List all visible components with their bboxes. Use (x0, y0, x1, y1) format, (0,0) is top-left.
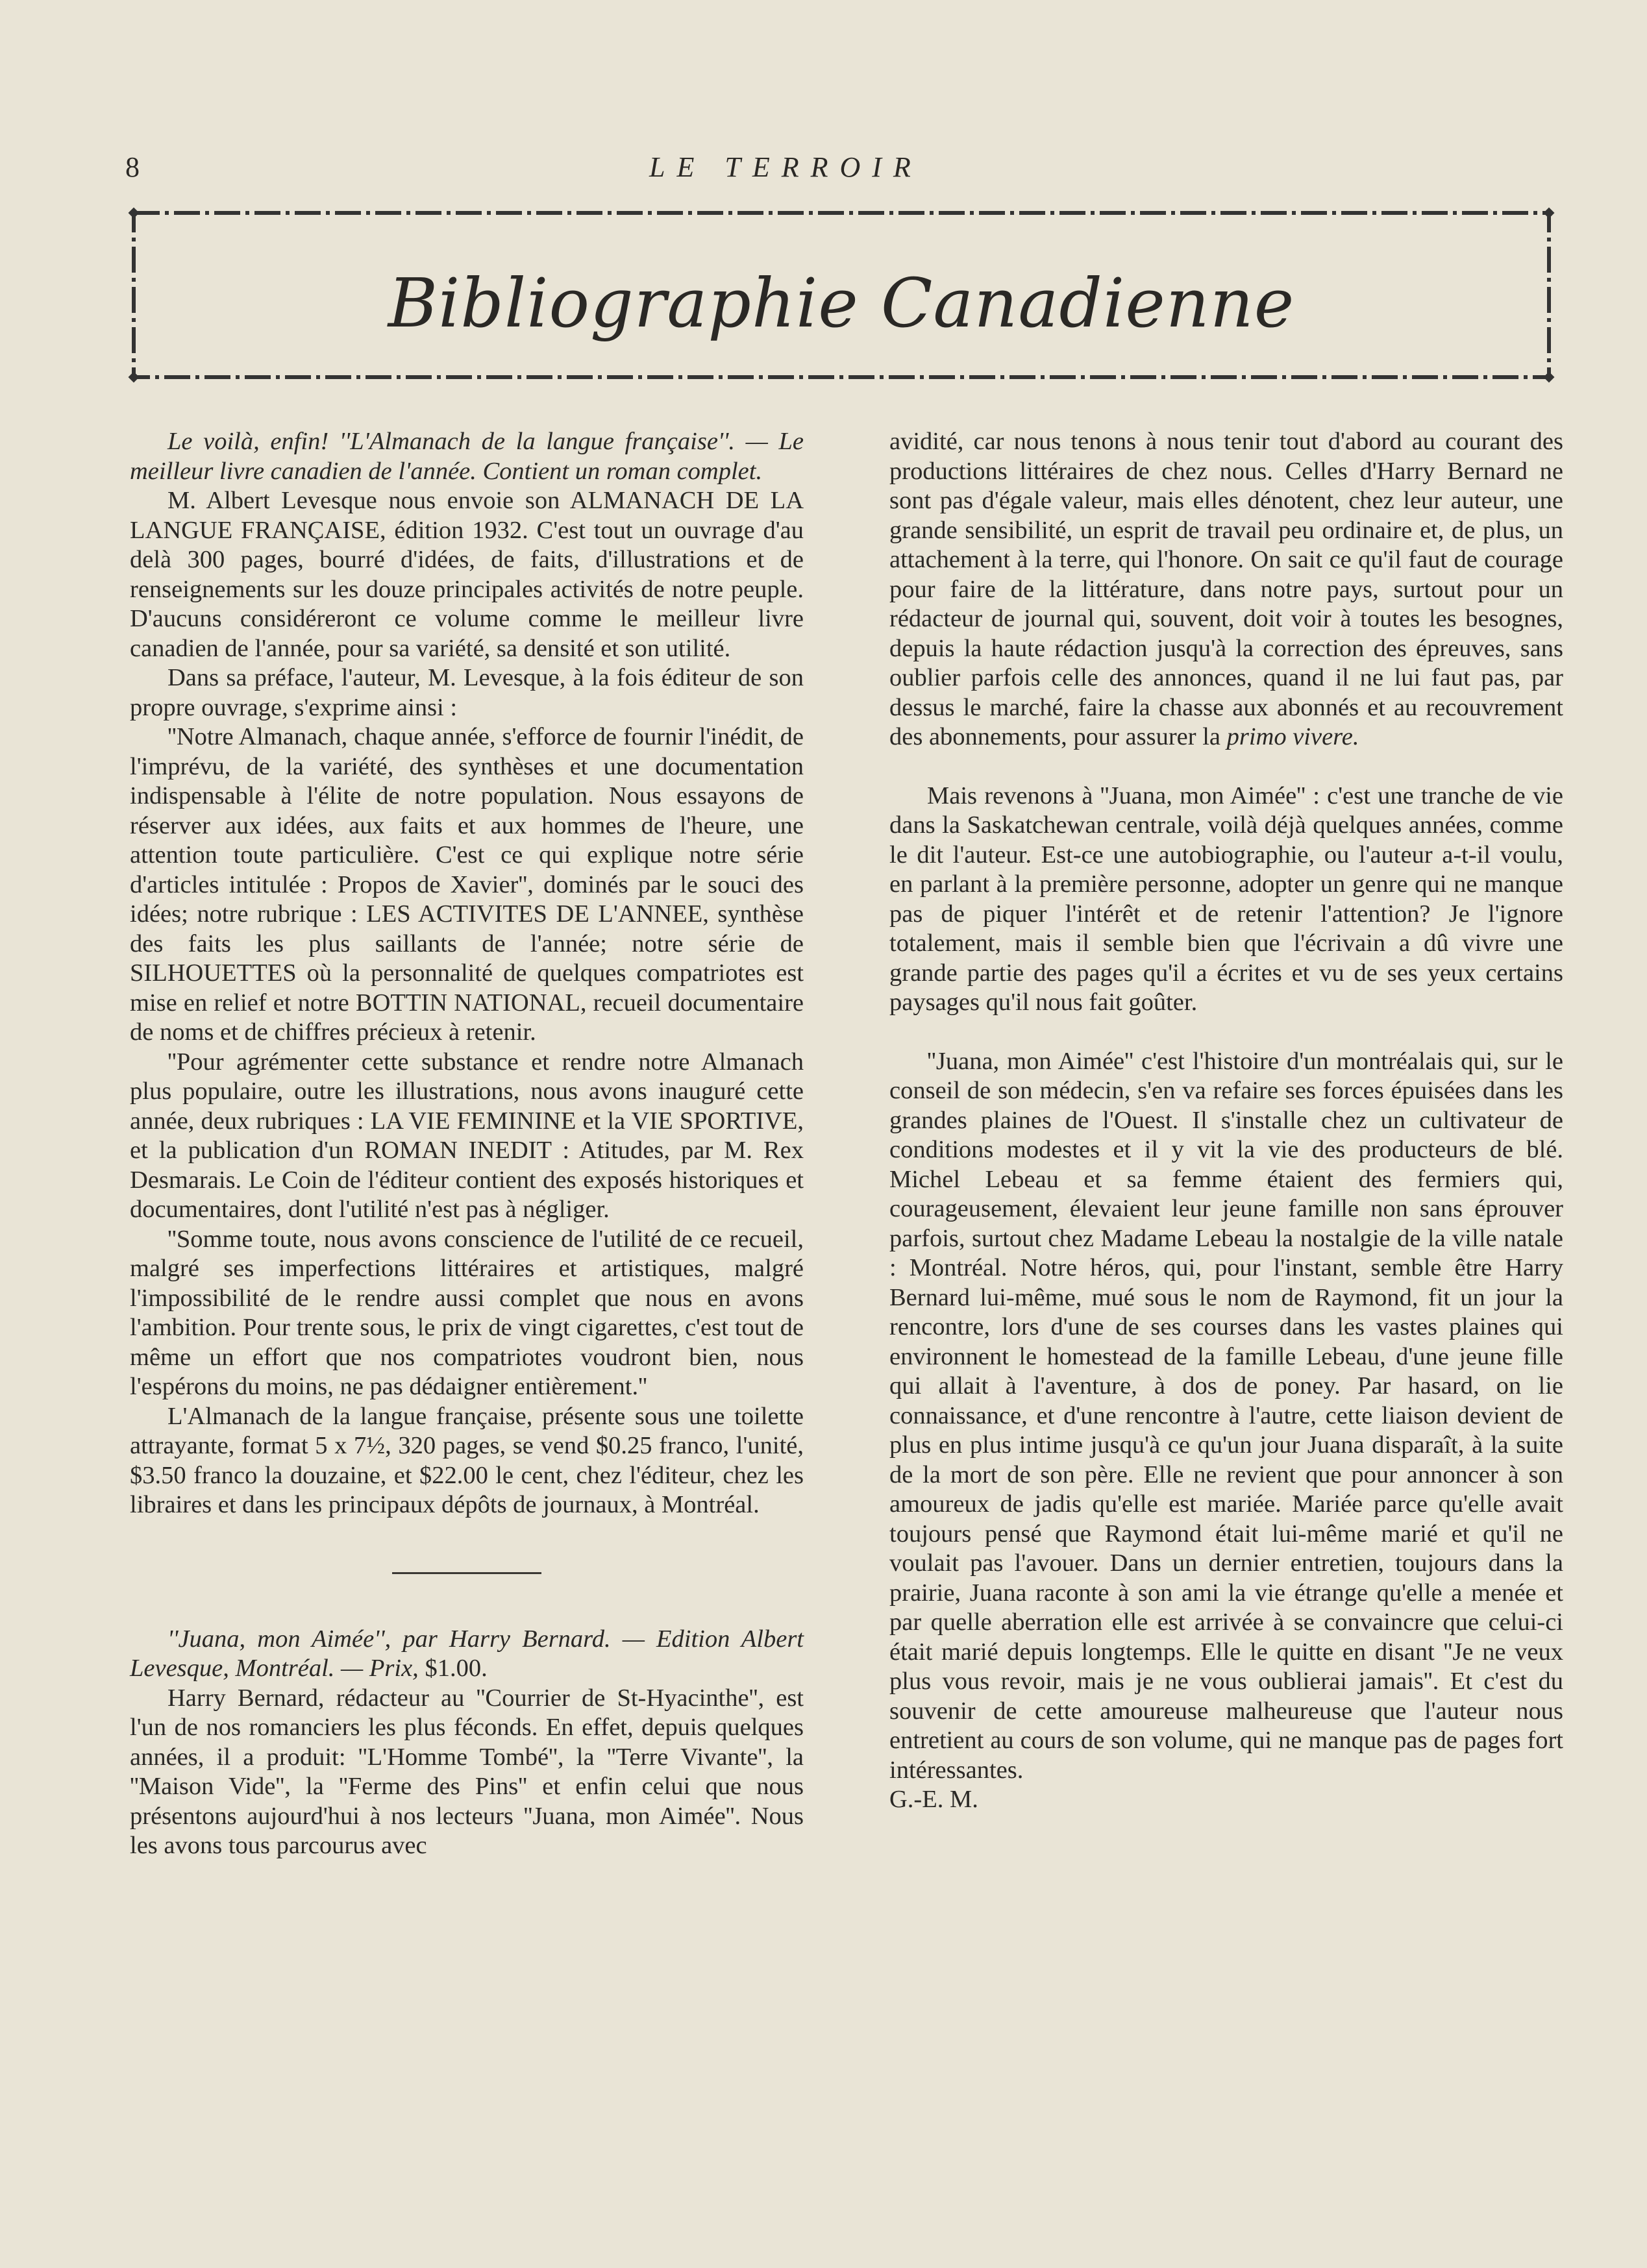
paragraph-text: avidité, car nous tenons à nous tenir tout d'abord au courant des productions littéraires de chez nous. Celles d'Harry Bernard ne sont pas d'égale valeur, mais elles dénotent, chez leur auteur, une grande sensibilité, un esprit de travail peu ordinaire et, de plus, un attachement à la terre, qui l'honore. On sait ce qu'il faut de courage pour faire de la littérature, dans notre pays, surtout pour un rédacteur de journal qui, souvent, doit voir à toutes les besognes, depuis la haute rédaction jusqu'à la correction des épreuves, sans oublier parfois celle des annonces, quand il ne lui faut pas, par dessus le marché, faire la chasse aux abonnés et au recouvrement des abonnements, pour assurer la (889, 428, 1563, 750)
left-column (130, 427, 804, 1861)
review2-heading (130, 1625, 804, 1684)
paragraph: Mais revenons à ''Juana, mon Aimée'' : c'est une tranche de vie dans la Saskatchewan centrale, voilà déjà quelques années, comme le dit l'auteur. Est-ce une autobiographie, ou l'auteur a-t-il voulu, en parlant à la première personne, adopter un genre qui ne manque pas de piquer l'intérêt et de retenir l'attention? Je l'ignore totalement, mais il semble bien que l'écrivain a dû vivre une grande partie des pages qu'il a écrites et vu de ses yeux certains paysages qu'il nous fait goûter. (889, 782, 1563, 1016)
paragraph (889, 427, 1563, 752)
page-number: 8 (125, 151, 140, 183)
review2-title: ''Juana, mon Aimée'', par Harry Bernard. — Edition Albert Levesque, Montréal. — Prix, (130, 1625, 804, 1682)
quote-paragraph: ''Notre Almanach, chaque année, s'efforce de fournir l'inédit, de l'imprévu, de la variété, des synthèses et une documentation indispensable à l'élite de notre population. Nous essayons de réserver aux idées, aux faits et aux hommes de l'heure, une attention toute particulière. C'est ce qui explique notre série d'articles intitulée : Propos de Xavier'', dominés par le souci des idées; notre rubrique : LES ACTIVITES DE L'ANNEE, synthèse des faits les plus saillants de l'année; notre série de SILHOUETTES où la personnalité de quelques compatriotes est mise en relief et notre BOTTIN NATIONAL, recueil documentaire de noms et de chiffres précieux à retenir. (130, 723, 804, 1046)
review1-heading: Le voilà, enfin! ''L'Almanach de la langue française''. — Le meilleur livre canadien de l'année. Contient un roman complet. (130, 428, 804, 485)
spacer (889, 1018, 1563, 1047)
separator-rule (392, 1572, 541, 1574)
running-title: LE TERROIR (649, 151, 923, 183)
paragraph: ''Juana, mon Aimée'' c'est l'histoire d'un montréalais qui, sur le conseil de son médecin, s'en va refaire ses forces épuisées dans les grandes plaines de l'Ouest. Il s'installe chez un cultivateur de conditions modestes et il y vit la vie des producteurs de blé. Michel Lebeau et sa femme étaient des fermiers qui, courageusement, élevaient leur jeune famille non sans éprouver parfois, surtout chez Madame Lebeau la nostalgie de la ville natale : Montréal. Notre héros, qui, pour l'instant, semble être Harry Bernard lui-même, mué sous le nom de Raymond, fit un jour la rencontre, lors d'une de ses courses dans les vastes plaines qui environnent le homestead de la famille Lebeau, d'une jeune fille qui allait à l'aventure, à dos de poney. Par hasard, on lie connaissance, et d'une rencontre à l'autre, cette liaison devient de plus en plus intime jusqu'à ce qu'un jour Juana disparaît, à la suite de la mort de son père. Elle ne revient que pour annoncer à son amoureux de jadis qu'elle est mariée. Mariée parce qu'elle avait toujours pensé que Raymond était lui-même marié et qu'il ne voulait pas l'avouer. Dans un dernier entretien, toujours dans la prairie, Juana raconte à son ami la vie étrange qu'elle a menée et par quelle aberration elle est arrivée à se convaincre que celui-ci était marié depuis longtemps. Elle le quitte en disant ''Je ne veux plus vous revoir, mais je ne vous oublierai jamais''. Et c'est du souvenir de cette amoureuse malheureuse que l'auteur nous entretient au cours de son volume, qui ne manque pas de pages fort intéressantes. (889, 1047, 1563, 1784)
review2-price: $1.00. (425, 1655, 488, 1682)
paragraph: M. Albert Levesque nous envoie son ALMANACH DE LA LANGUE FRANÇAISE, édition 1932. C'est tout un ouvrage d'au delà 300 pages, bourré d'idées, de faits, d'illustrations et de renseignements sur les douze principales activités de notre peuple. D'aucuns considéreront ce volume comme le meilleur livre canadien de l'année, pour sa variété, sa densité et son utilité. (130, 487, 804, 662)
signature: G.-E. M. (889, 1786, 978, 1813)
quote-paragraph: ''Pour agrémenter cette substance et rendre notre Almanach plus populaire, outre les illustrations, nous avons inauguré cette année, deux rubriques : LA VIE FEMININE et la VIE SPORTIVE, et la publication d'un ROMAN INEDIT : Atitudes, par M. Rex Desmarais. Le Coin de l'éditeur contient des exposés historiques et documentaires, dont l'utilité n'est pas à négliger. (130, 1048, 804, 1223)
spacer (889, 752, 1563, 782)
latin-phrase: primo vivere. (1226, 723, 1359, 750)
section-title: Bibliographie Canadienne (388, 264, 1295, 343)
paragraph: L'Almanach de la langue française, présente sous une toilette attrayante, format 5 x 7½, 320 pages, se vend $0.25 franco, l'unité, $3.50 franco la douzaine, et $22.00 le cent, chez l'éditeur, chez les libraires et dans les principaux dépôts de journaux, à Montréal. (130, 1402, 804, 1518)
paragraph: Dans sa préface, l'auteur, M. Levesque, à la fois éditeur de son propre ouvrage, s'exprime ainsi : (130, 664, 804, 721)
quote-paragraph: ''Somme toute, nous avons conscience de l'utilité de ce recueil, malgré ses imperfections littéraires et artistiques, malgré l'impossibilité de le rendre aussi complet que nous en avons l'ambition. Pour trente sous, le prix de vingt cigarettes, c'est tout de même un effort que nos compatriotes voudront bien, nous l'espérons du moins, ne pas dédaigner entièrement.'' (130, 1225, 804, 1400)
paragraph: Harry Bernard, rédacteur au ''Courrier de St-Hyacinthe'', est l'un de nos romanciers les plus féconds. En effet, depuis quelques années, il a produit: ''L'Homme Tombé'', la ''Terre Vivante'', la ''Maison Vide'', la ''Ferme des Pins'' et enfin celui que nous présentons aujourd'hui à nos lecteurs ''Juana, mon Aimée''. Nous les avons tous parcourus avec (130, 1684, 804, 1859)
title-frame (127, 206, 1555, 384)
right-column (889, 427, 1563, 1815)
